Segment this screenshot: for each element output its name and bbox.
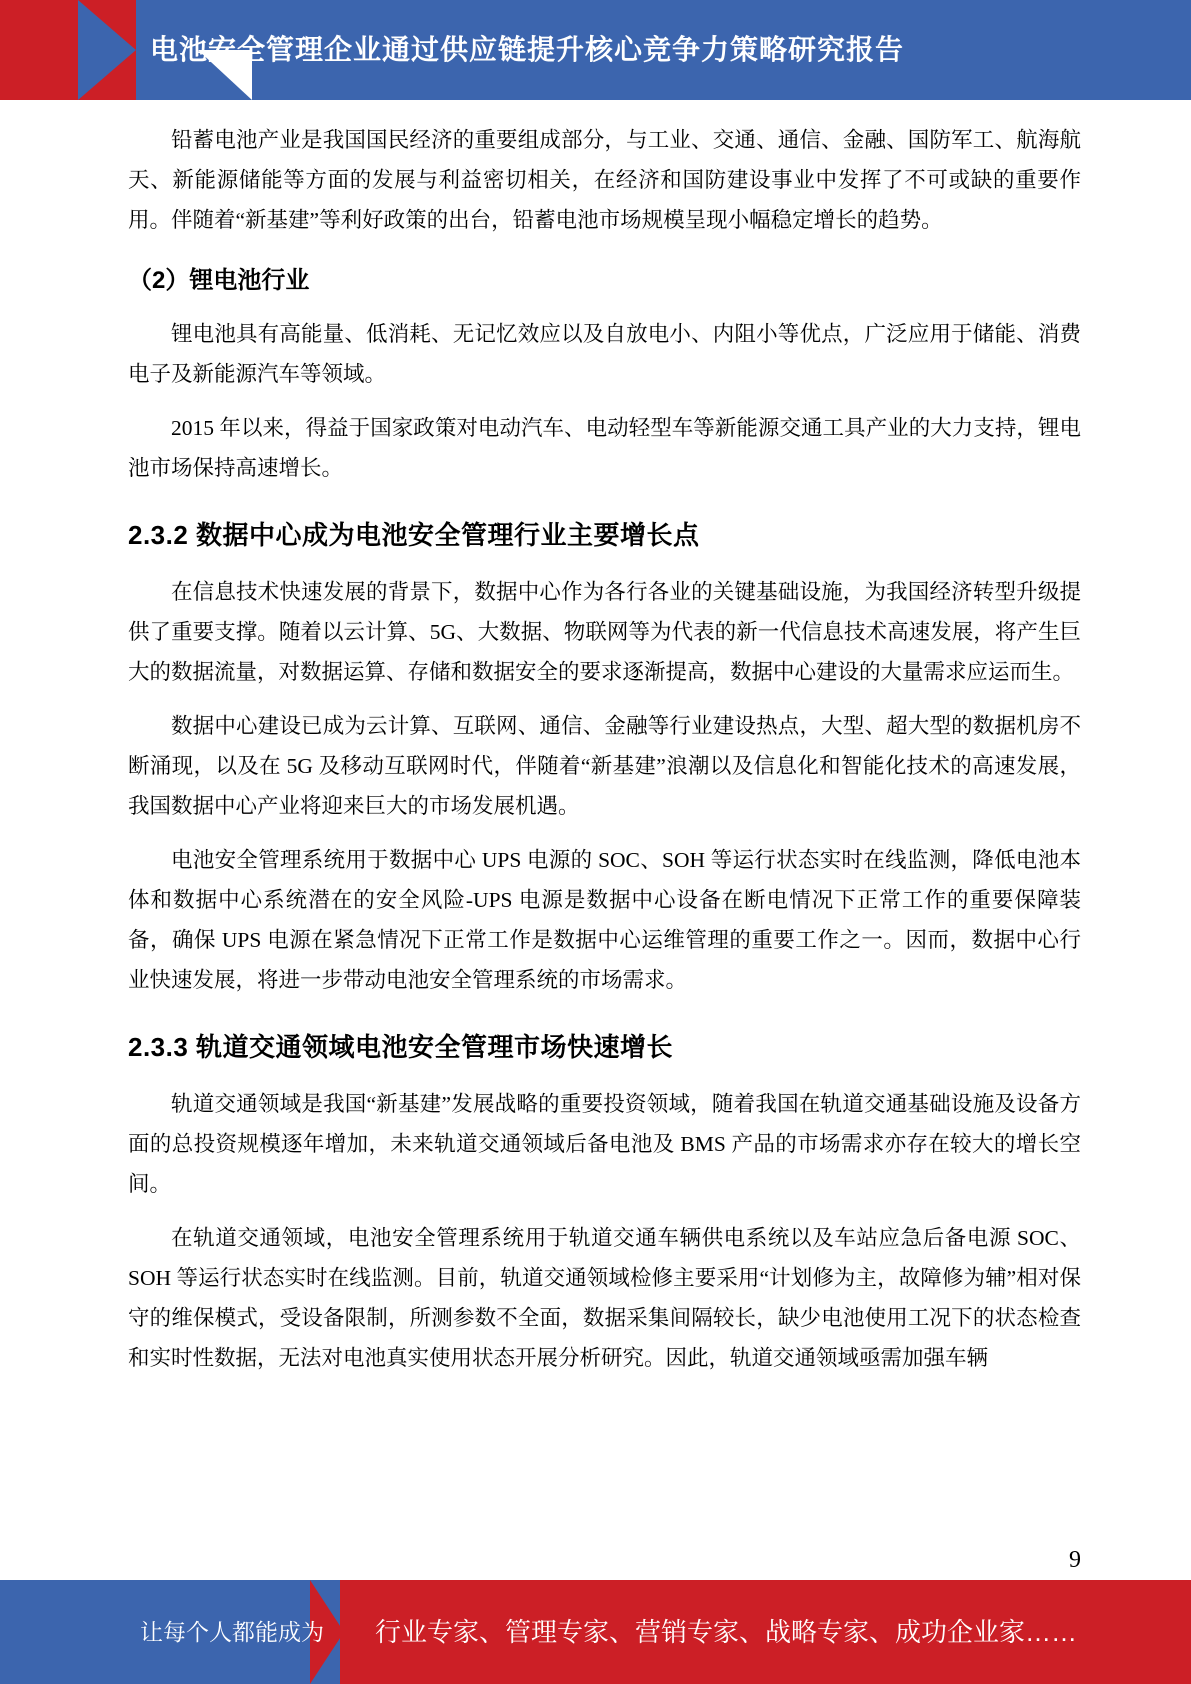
sub-heading-lithium-battery-industry: （2）锂电池行业 (128, 267, 310, 294)
page-number: 9 (1069, 1547, 1081, 1573)
paragraph: 2015 年以来，得益于国家政策对电动汽车、电动轻型车等新能源交通工具产业的大力支持，锂电池市场保持高速增长。 (128, 416, 1081, 480)
section-heading-2-3-2: 2.3.2 数据中心成为电池安全管理行业主要增长点 (128, 520, 700, 550)
footer-slogan-left: 让每个人都能成为 (140, 1619, 324, 1645)
paragraph: 数据中心建设已成为云计算、互联网、通信、金融等行业建设热点，大型、超大型的数据机房不断涌现，以及在 5G 及移动互联网时代，伴随着“新基建”浪潮以及信息化和智能化技术的高速发展，我国数据中心产业将迎来巨大的市场发展机遇。 (128, 714, 1081, 818)
section-heading-2-3-3: 2.3.3 轨道交通领域电池安全管理市场快速增长 (128, 1032, 674, 1062)
header-red-arrow (78, 0, 136, 100)
paragraph: 锂电池具有高能量、低消耗、无记忆效应以及自放电小、内阻小等优点，广泛应用于储能、消费电子及新能源汽车等领域。 (128, 322, 1081, 386)
paragraph: 电池安全管理系统用于数据中心 UPS 电源的 SOC、SOH 等运行状态实时在线监测，降低电池本体和数据中心系统潜在的安全风险-UPS 电源是数据中心设备在断电情况下正常工作的重要保障装备，确保 UPS 电源在紧急情况下正常工作是数据中心运维管理的重要工作之一。因而，数据中心行业快速发展，将进一步带动电池安全管理系统的市场需求。 (128, 848, 1081, 992)
paragraph: 在信息技术快速发展的背景下，数据中心作为各行各业的关键基础设施，为我国经济转型升级提供了重要支撑。随着以云计算、5G、大数据、物联网等为代表的新一代信息技术高速发展，将产生巨大的数据流量，对数据运算、存储和数据安全的要求逐渐提高，数据中心建设的大量需求应运而生。 (128, 580, 1081, 684)
page-header (0, 0, 1191, 100)
footer-slogan-right: 行业专家、管理专家、营销专家、战略专家、成功企业家…… (375, 1617, 1078, 1647)
paragraph: 在轨道交通领域，电池安全管理系统用于轨道交通车辆供电系统以及车站应急后备电源 SOC、SOH 等运行状态实时在线监测。目前，轨道交通领域检修主要采用“计划修为主，故障修为辅”相对保守的维保模式，受设备限制，所测参数不全面，数据采集间隔较长，缺少电池使用工况下的状态检查和实时性数据，无法对电池真实使用状态开展分析研究。因此，轨道交通领域亟需加强车辆 (128, 1226, 1081, 1370)
paragraph: 铅蓄电池产业是我国国民经济的重要组成部分，与工业、交通、通信、金融、国防军工、航海航天、新能源储能等方面的发展与利益密切相关，在经济和国防建设事业中发挥了不可或缺的重要作用。伴随着“新基建”等利好政策的出台，铅蓄电池市场规模呈现小幅稳定增长的趋势。 (128, 128, 1081, 232)
page-content (0, 100, 1191, 1580)
header-red-block (0, 0, 78, 100)
paragraph: 轨道交通领域是我国“新基建”发展战略的重要投资领域，随着我国在轨道交通基础设施及设备方面的总投资规模逐年增加，未来轨道交通领域后备电池及 BMS 产品的市场需求亦存在较大的增长空间。 (128, 1092, 1081, 1196)
page-footer (0, 1580, 1191, 1684)
report-title: 电池安全管理企业通过供应链提升核心竞争力策略研究报告 (150, 34, 905, 65)
